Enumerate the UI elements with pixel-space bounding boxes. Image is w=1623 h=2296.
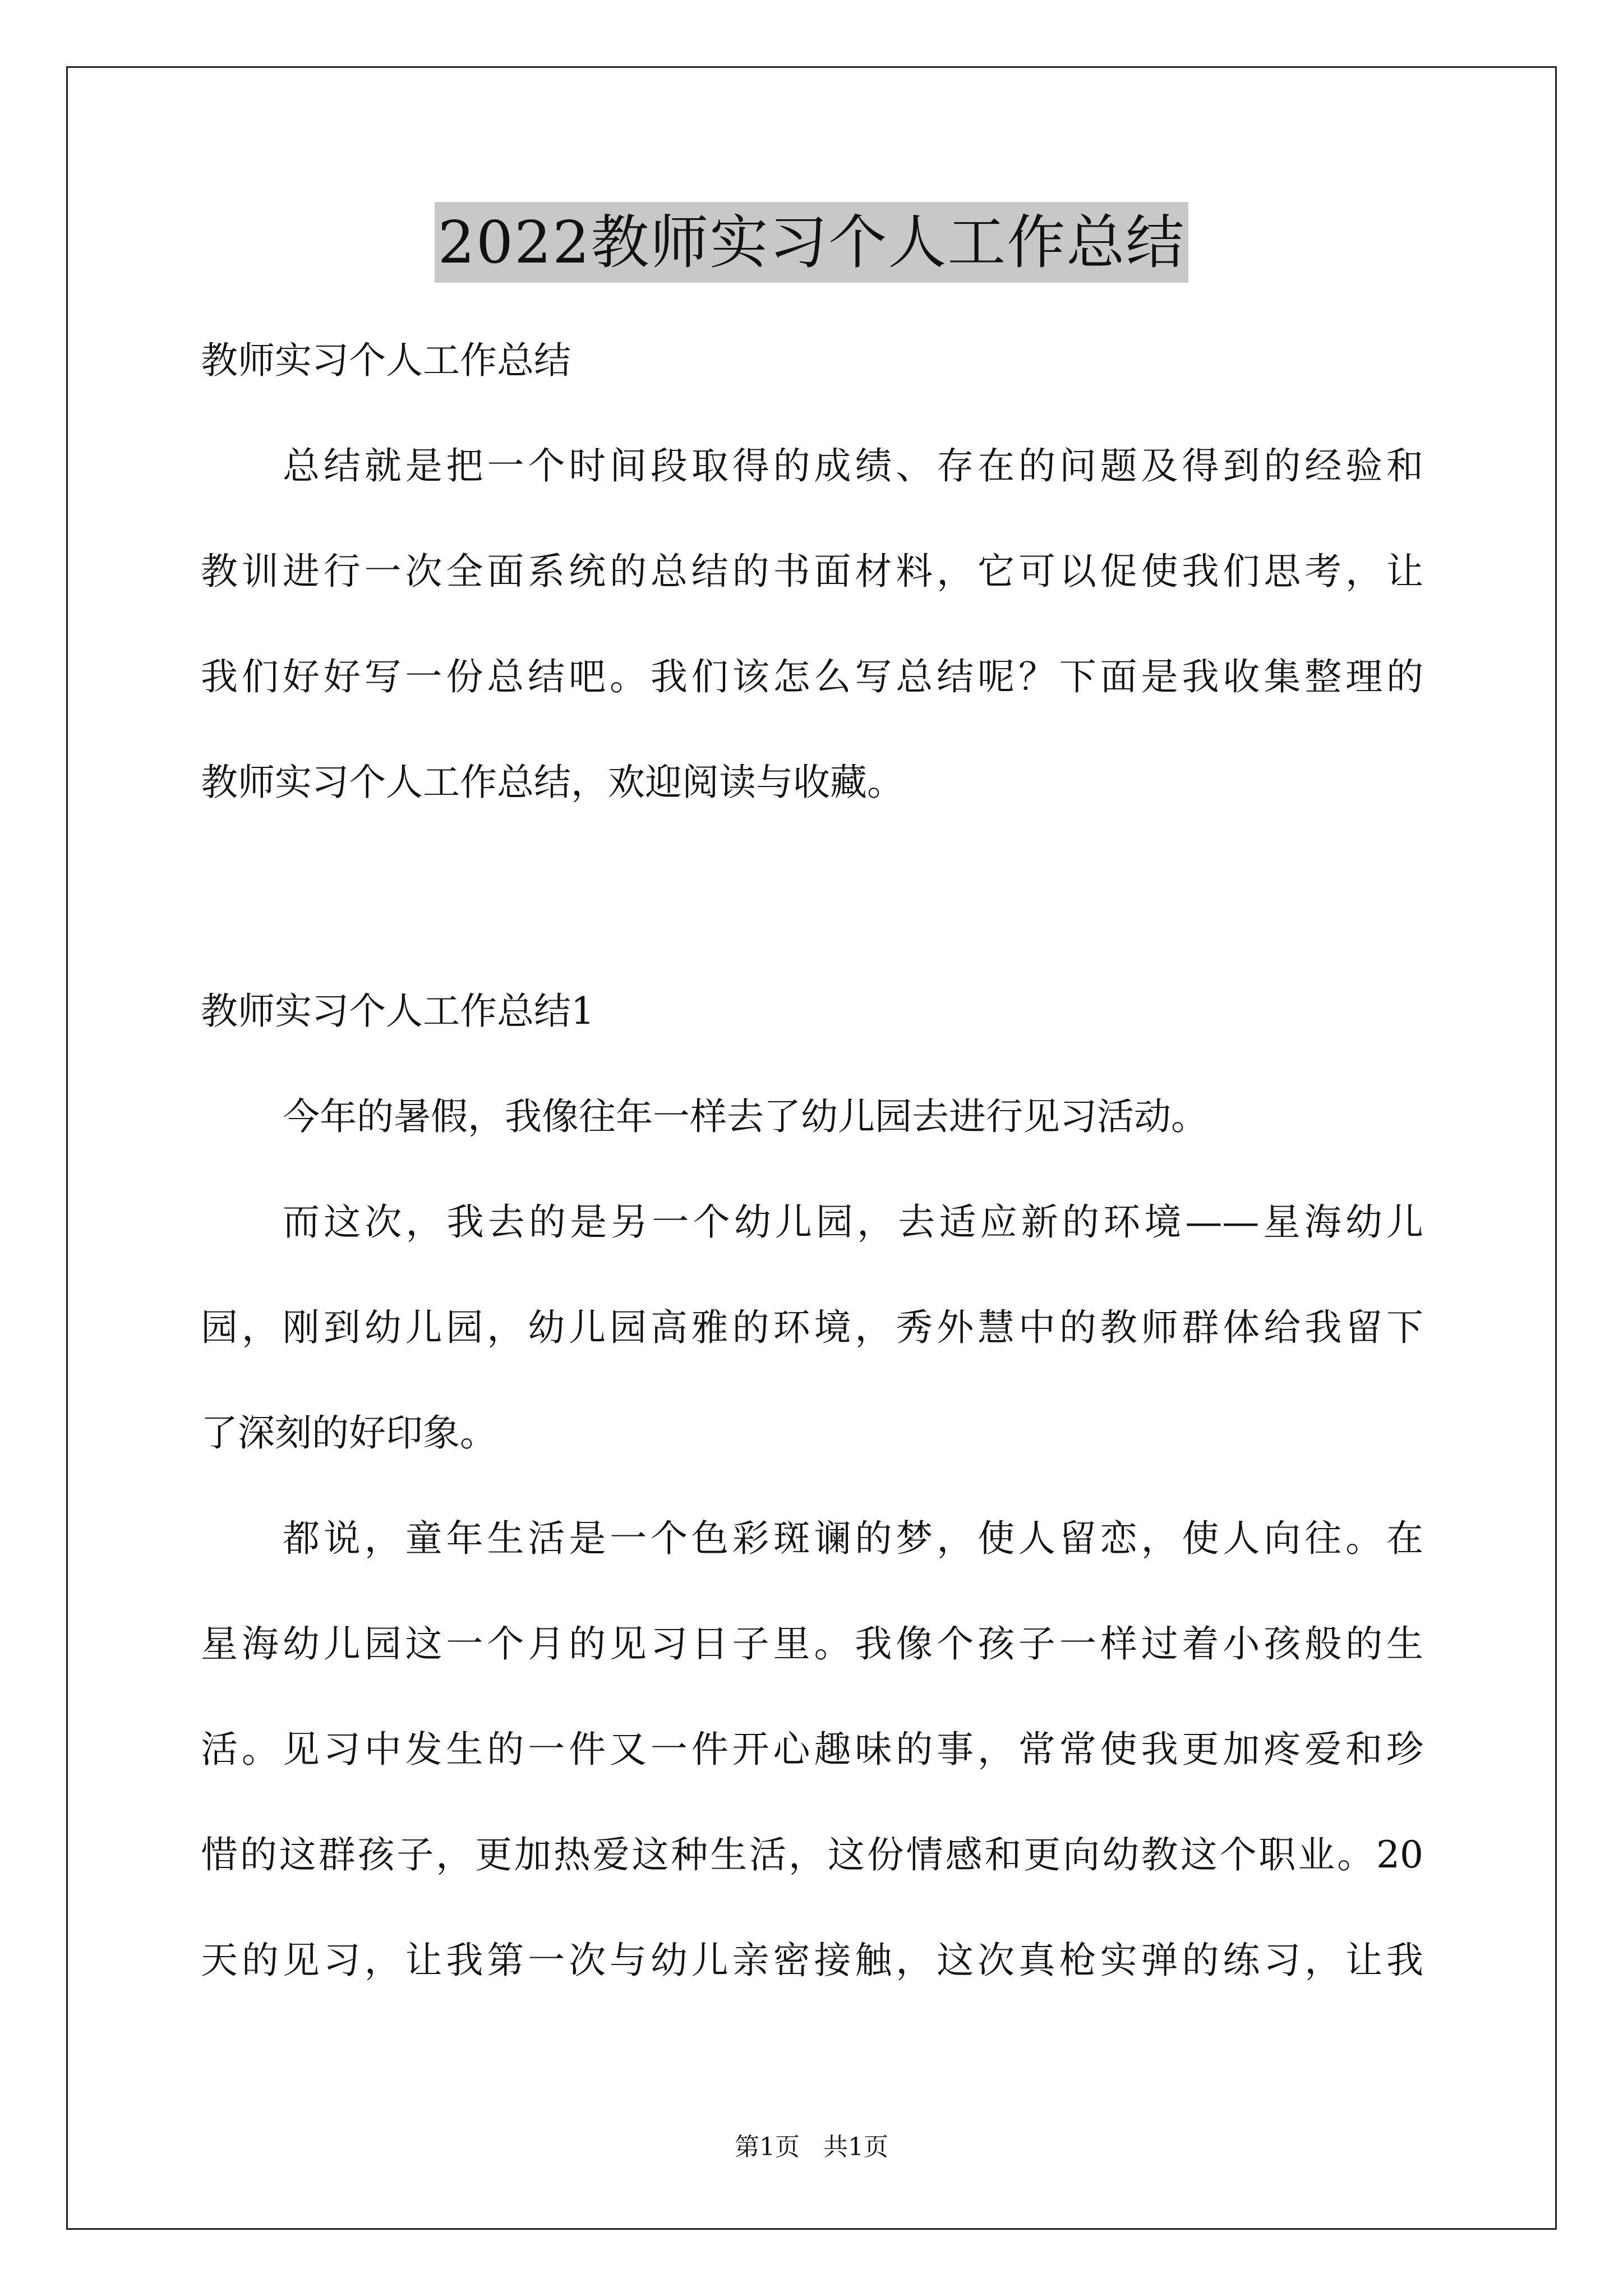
paragraph-line: 惜的这群孩子，更加热爱这种生活，这份情感和更向幼教这个职业。20: [201, 1833, 1423, 1876]
paragraph-line: 我们好好写一份总结吧。我们该怎么写总结呢？下面是我收集整理的: [201, 655, 1423, 698]
paragraph-line: 今年的暑假，我像往年一样去了幼儿园去进行见习活动。: [283, 1095, 1208, 1138]
document-title: 2022教师实习个人工作总结: [435, 202, 1189, 283]
page-border: [66, 66, 1557, 2230]
paragraph-line: 都说，童年生活是一个色彩斑谰的梦，使人留恋，使人向往。在: [283, 1517, 1423, 1560]
page-footer: [0, 2132, 1623, 2163]
paragraph-line: 星海幼儿园这一个月的见习日子里。我像个孩子一样过着小孩般的生: [201, 1622, 1423, 1665]
section-heading: 教师实习个人工作总结1: [201, 990, 594, 1033]
paragraph-line: 而这次，我去的是另一个幼儿园，去适应新的环境——星海幼儿: [283, 1200, 1423, 1244]
paragraph-line: 了深刻的好印象。: [201, 1411, 497, 1455]
paragraph-line: 总结就是把一个时间段取得的成绩、存在的问题及得到的经验和: [283, 444, 1423, 487]
paragraph-line: 天的见习，让我第一次与幼儿亲密接触，这次真枪实弹的练习，让我: [201, 1939, 1423, 1982]
paragraph-line: 教训进行一次全面系统的总结的书面材料，它可以促使我们思考，让: [201, 550, 1423, 593]
page-number: 第1页: [735, 2133, 800, 2161]
page-total: 共1页: [823, 2133, 888, 2161]
paragraph-line: 教师实习个人工作总结，欢迎阅读与收藏。: [201, 761, 904, 804]
section-heading: 教师实习个人工作总结: [201, 339, 571, 382]
paragraph-line: 活。见习中发生的一件又一件开心趣味的事，常常使我更加疼爱和珍: [201, 1728, 1423, 1771]
paragraph-line: 园，刚到幼儿园，幼儿园高雅的环境，秀外慧中的教师群体给我留下: [201, 1306, 1423, 1349]
title-container: [0, 202, 1623, 283]
